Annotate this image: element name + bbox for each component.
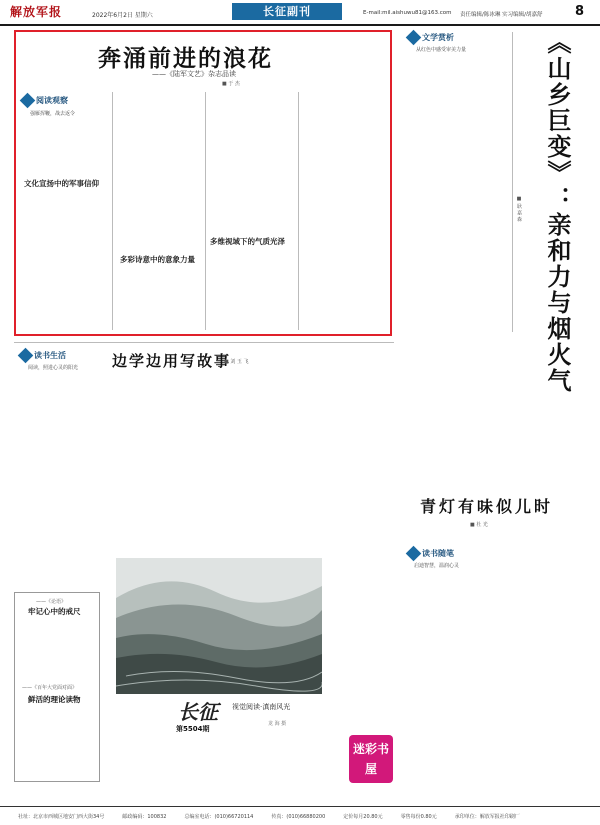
literary-article-title: 《山乡巨变》：亲和力与烟火气 — [543, 30, 572, 394]
article-text-block — [18, 374, 110, 586]
article-text-block — [20, 190, 108, 330]
column-logo: 长征 — [178, 700, 218, 724]
card-tag-ruler: ——《论语》 — [36, 599, 67, 605]
page-footer — [0, 806, 600, 825]
newspaper-logo: 解放军报 — [10, 5, 63, 19]
diamond-icon — [18, 348, 34, 364]
feature-kicker: 强雁挥鞭，战去返令 — [30, 111, 76, 117]
mid-article-author: ■ 刘 玉 飞 — [224, 359, 249, 365]
card-title-ruler: 牢记心中的戒尺 — [28, 607, 81, 616]
section-title: 长征副刊 — [232, 3, 342, 20]
section-badge-literary: 文学赏析 — [408, 32, 454, 43]
article-text-block — [301, 92, 387, 330]
editor-credits: 责任编辑/陈冰琳 实习编辑/胡嘉舒 — [460, 12, 543, 18]
article-text-block — [210, 372, 300, 552]
photo-credit: 龙 海 摄 — [268, 721, 287, 727]
section-badge-reading-notes: 读书随笔 — [408, 548, 454, 559]
footer-price: 定价每月20.80元 — [343, 813, 383, 820]
footer-phone: 总编室电话：(010)66720114 — [184, 813, 254, 820]
section-badge-reading-life: 读书生活 — [20, 350, 66, 361]
feature-subheading-3: 多维视域下的气质光泽 — [210, 237, 285, 246]
feature-subheading-2: 多彩诗意中的意象力量 — [120, 255, 195, 264]
diamond-icon — [20, 93, 36, 109]
contact-email: E-mail:mil.aishuwu81@163.com — [363, 10, 452, 16]
column-divider — [512, 32, 513, 332]
diamond-icon — [406, 546, 422, 562]
column-divider — [112, 92, 113, 330]
page-number: 8 — [575, 4, 585, 19]
section-badge-reading-observation: 阅读观察 — [22, 95, 68, 106]
article-text-block — [402, 338, 592, 486]
camouflage-bookstore-logo: 迷彩书屋 — [349, 735, 393, 783]
article-text-block — [116, 92, 202, 252]
article-text-block — [18, 706, 98, 780]
literary-article-author: ■ 耿 嘉 森 — [516, 196, 522, 222]
column-divider — [205, 92, 206, 330]
article-text-block — [116, 372, 206, 552]
issue-number: 第5504期 — [176, 725, 210, 733]
green-lamp-title: 青灯有味似儿时 — [420, 497, 554, 516]
featured-article-subtitle: ——《陆军文艺》杂志品读 — [152, 70, 236, 78]
reading-life-kicker: 阅读，照进心灵的阳光 — [28, 365, 79, 371]
reading-notes-kicker: 启迪智慧，温润心灵 — [414, 563, 460, 569]
article-text-block — [502, 534, 594, 802]
article-text-block — [402, 56, 508, 336]
article-text-block — [18, 618, 98, 678]
article-text-block — [402, 574, 498, 802]
feature-subheading-1: 文化宣扬中的军事信仰 — [24, 179, 99, 188]
footer-single-price: 零售每份0.80元 — [400, 813, 437, 820]
article-text-block — [208, 248, 294, 330]
issue-date: 2022年6月2日 星期六 — [92, 12, 153, 19]
article-text-block — [116, 266, 202, 330]
green-lamp-author: ■ 杜 光 — [470, 522, 488, 528]
article-text-block — [20, 120, 108, 180]
terrace-landscape-photo — [116, 558, 322, 694]
article-text-block — [208, 92, 294, 232]
footer-postcode: 邮政编码：100832 — [122, 813, 167, 820]
section-divider — [14, 342, 394, 343]
featured-article-author: ■ 于 杰 — [222, 81, 240, 87]
footer-address: 社址：北京市西城区地安门西大街34号 — [18, 813, 105, 820]
literary-kicker: 从红色中感受审美力量 — [416, 47, 467, 53]
mid-article-title: 边学边用写故事 — [112, 352, 232, 370]
diamond-icon — [406, 30, 422, 46]
card-tag-party: ——《百年大党面对面》 — [22, 685, 78, 691]
column-divider — [298, 92, 299, 330]
footer-fax: 传真：(010)66880200 — [271, 813, 326, 820]
photo-caption: 视觉阅读·滇南风光 — [232, 703, 291, 711]
masthead — [0, 0, 600, 26]
card-title-theory: 鲜活的理论读物 — [28, 695, 81, 704]
featured-article-title: 奔涌前进的浪花 — [98, 45, 273, 72]
footer-printer: 承印单位：解放军报社印刷厂 — [454, 813, 520, 820]
